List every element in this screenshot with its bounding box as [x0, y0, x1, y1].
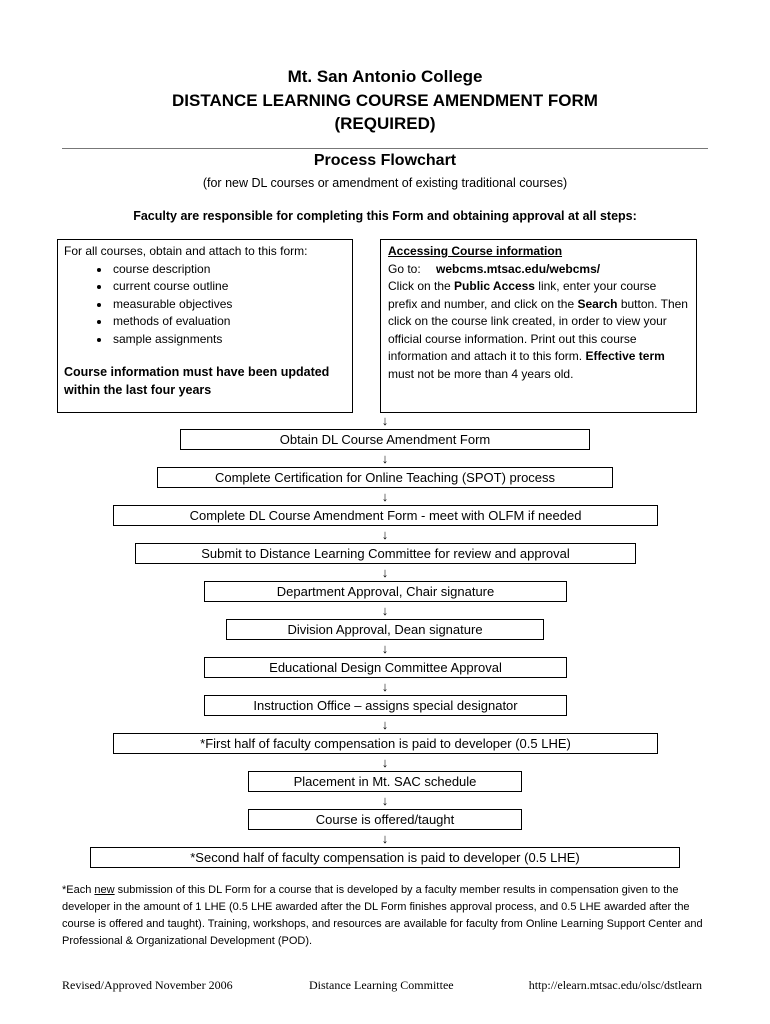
instruction-text: link, enter your course prefix and number, and click on the — [388, 279, 657, 311]
footer-url[interactable]: http://elearn.mtsac.edu/olsc/dstlearn — [528, 978, 702, 992]
flow-step-8: Instruction Office – assigns special designator — [204, 695, 567, 716]
down-arrow-icon: ↓ — [381, 831, 389, 846]
down-arrow-icon: ↓ — [381, 717, 389, 732]
list-item: • current course outline — [111, 278, 346, 296]
course-attachments-box — [57, 239, 353, 413]
instruction-text: button. Then click on the course link created, in order to view your official course information. Print out this course information and attach it to this form. — [388, 296, 688, 363]
form-title: DISTANCE LEARNING COURSE AMENDMENT FORM — [172, 91, 598, 110]
faculty-note: Faculty are responsible for completing this Form and obtaining approval at all steps: — [133, 209, 637, 223]
down-arrow-icon: ↓ — [381, 413, 389, 428]
flow-step-5: Department Approval, Chair signature — [204, 581, 567, 602]
access-instructions — [388, 278, 689, 383]
access-heading: Accessing Course information — [388, 244, 563, 258]
flow-step-6: Division Approval, Dean signature — [226, 619, 544, 640]
update-requirement-note: Course information must have been updated within the last four years — [64, 365, 330, 397]
footer-committee: Distance Learning Committee — [309, 978, 454, 992]
flow-step-10: Placement in Mt. SAC schedule — [248, 771, 522, 792]
attachments-intro: For all courses, obtain and attach to this form: — [64, 244, 308, 258]
instruction-text: Click on the — [388, 279, 455, 293]
attachments-list — [64, 261, 346, 349]
effective-term: Effective term — [585, 349, 665, 363]
down-arrow-icon: ↓ — [381, 603, 389, 618]
flow-step-3: Complete DL Course Amendment Form - meet with OLFM if needed — [113, 505, 658, 526]
flow-step-7: Educational Design Committee Approval — [204, 657, 567, 678]
flowchart-subtitle: (for new DL courses or amendment of existing traditional courses) — [202, 176, 568, 190]
flowchart-title: Process Flowchart — [313, 152, 457, 169]
flow-step-1: Obtain DL Course Amendment Form — [180, 429, 590, 450]
list-item: • sample assignments — [111, 331, 346, 349]
down-arrow-icon: ↓ — [381, 679, 389, 694]
down-arrow-icon: ↓ — [381, 755, 389, 770]
down-arrow-icon: ↓ — [381, 527, 389, 542]
flow-step-2: Complete Certification for Online Teaching (SPOT) process — [157, 467, 613, 488]
goto-label: Go to: — [388, 261, 421, 276]
required-label: (REQUIRED) — [334, 114, 436, 133]
goto-line — [388, 261, 689, 279]
course-info-access-box — [380, 239, 697, 413]
public-access-term: Public Access — [454, 279, 535, 293]
footer-revised: Revised/Approved November 2006 — [62, 978, 233, 992]
college-name: Mt. San Antonio College — [287, 67, 483, 86]
search-term: Search — [577, 296, 618, 311]
instruction-text: must not be more than 4 years old. — [388, 366, 574, 381]
footnote-text: *Each — [62, 884, 95, 896]
footnote-text: submission of this DL Form for a course that is developed by a faculty member results in compensation given to the developer in the amount of 1 LHE (0.5 LHE awarded after the DL Form finishes approval process, and 0.5 LHE awarded after the course is offered and taught). Training, workshops, and resources are available for faculty from Online Learning Support Center and Professional & Organizational Development (POD). — [62, 884, 703, 947]
down-arrow-icon: ↓ — [381, 565, 389, 580]
flow-step-9: *First half of faculty compensation is paid to developer (0.5 LHE) — [113, 733, 658, 754]
down-arrow-icon: ↓ — [381, 793, 389, 808]
header-divider — [62, 148, 708, 149]
flow-step-12: *Second half of faculty compensation is paid to developer (0.5 LHE) — [90, 847, 680, 868]
webcms-link[interactable]: webcms.mtsac.edu/webcms/ — [436, 261, 601, 276]
flow-step-4: Submit to Distance Learning Committee for review and approval — [135, 543, 636, 564]
compensation-footnote — [62, 882, 712, 950]
list-item: • course description — [111, 261, 346, 279]
down-arrow-icon: ↓ — [381, 641, 389, 656]
down-arrow-icon: ↓ — [381, 451, 389, 466]
footnote-new: new — [94, 884, 115, 896]
list-item: • measurable objectives — [111, 296, 346, 314]
list-item: • methods of evaluation — [111, 313, 346, 331]
flow-step-11: Course is offered/taught — [248, 809, 522, 830]
down-arrow-icon: ↓ — [381, 489, 389, 504]
